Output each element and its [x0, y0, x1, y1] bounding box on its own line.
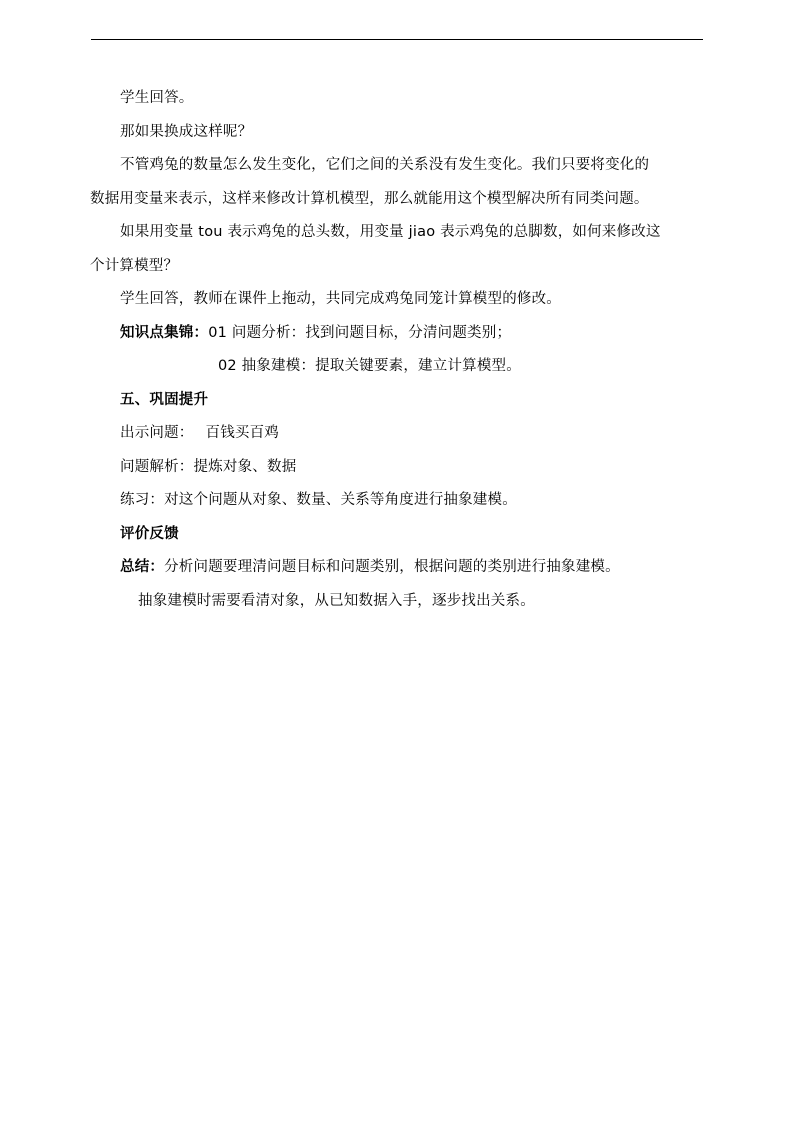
summary-line-2: 抽象建模时需要看清对象，从已知数据入手，逐步找出关系。 [138, 592, 535, 609]
section-heading-evaluation: 评价反馈 [120, 525, 179, 542]
knowledge-item-2: 02 抽象建模：提取关键要素，建立计算模型。 [218, 358, 521, 374]
summary-line-1 [90, 551, 704, 585]
summary-label: 总结： [120, 559, 165, 575]
section-heading-consolidate: 五、巩固提升 [120, 391, 209, 408]
show-problem [90, 417, 704, 451]
paragraph-teacher-drag: 学生回答，教师在课件上拖动，共同完成鸡兔同笼计算模型的修改。 [120, 291, 561, 307]
header-rule [91, 39, 703, 40]
paragraph-variable-line1: 不管鸡兔的数量怎么发生变化，它们之间的关系没有发生变化。我们只要将变化的 [120, 157, 650, 173]
paragraph-question: 那如果换成这样呢？ [120, 123, 253, 140]
knowledge-label: 知识点集锦： [120, 324, 209, 341]
paragraph-modify-line2: 个计算模型？ [90, 257, 179, 274]
paragraph-variable-line2: 数据用变量来表示，这样来修改计算机模型，那么就能用这个模型解决所有同类问题。 [90, 190, 649, 207]
knowledge-item-1-text: 01 问题分析：找到问题目标，分清问题类别； [208, 324, 512, 341]
document-body [90, 82, 704, 618]
exercise: 练习：对这个问题从对象、数量、关系等角度进行抽象建模。 [120, 492, 517, 508]
knowledge-item-1 [90, 317, 704, 351]
summary-line-1-text: 分析问题要理清问题目标和问题类别，根据问题的类别进行抽象建模。 [164, 559, 620, 575]
show-problem-label: 出示问题： [120, 425, 194, 441]
show-problem-value: 百钱买百鸡 [205, 425, 279, 441]
paragraph-modify-line1: 如果用变量 tou 表示鸡兔的总头数，用变量 jiao 表示鸡兔的总脚数，如何来修改这 [120, 224, 661, 240]
paragraph-student-answer: 学生回答。 [120, 90, 194, 106]
problem-analysis: 问题解析：提炼对象、数据 [120, 458, 297, 475]
